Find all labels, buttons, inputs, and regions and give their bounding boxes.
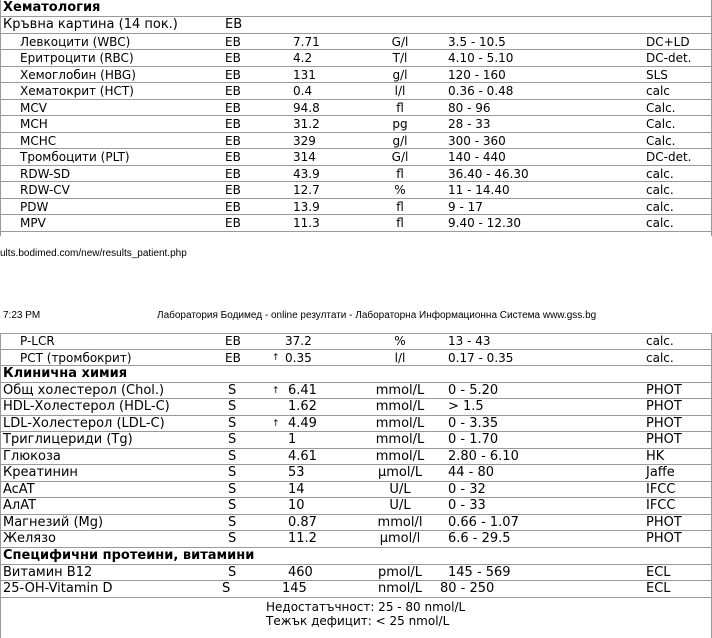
reference-range: 44 - 80 [448, 465, 495, 480]
result-value: 0.4 [293, 84, 313, 98]
result-value: 460 [288, 564, 313, 580]
flag-icon: ↑ [272, 352, 280, 363]
sample-code: S [222, 581, 231, 596]
reference-range: 0.36 - 0.48 [448, 84, 514, 98]
table-row [0, 432, 712, 449]
sample-code: ЕВ [225, 17, 243, 32]
test-name: RDW-CV [20, 183, 70, 197]
test-name: P-LCR [20, 334, 55, 348]
result-unit: pmol/L [377, 564, 423, 580]
result-value: 31.2 [293, 117, 320, 131]
test-name: Тромбоцити (PLT) [20, 150, 130, 164]
reference-range: 0.66 - 1.07 [448, 514, 519, 530]
result-value: 10 [288, 498, 305, 513]
test-name: RDW-SD [20, 166, 71, 181]
table-row [0, 350, 712, 367]
method: calc. [646, 350, 674, 365]
method: ECL [646, 581, 671, 596]
result-unit: mmol/l [377, 514, 423, 530]
result-unit: µmol/L [377, 465, 423, 480]
sample-code: S [228, 432, 237, 447]
sample-code: S [228, 514, 237, 530]
test-name: Глюкоза [3, 448, 61, 464]
section-title: Хематология [3, 0, 101, 15]
result-value: 1.62 [288, 399, 317, 414]
test-name: MCHC [20, 133, 57, 148]
test-name: 25-OH-Vitamin D [3, 581, 113, 596]
flag-icon: ↑ [272, 418, 280, 429]
sample-code: S [228, 465, 237, 480]
reference-range: 3.5 - 10.5 [448, 34, 506, 49]
sample-code: ЕВ [225, 183, 241, 197]
result-unit: g/l [392, 67, 408, 82]
sample-code: S [228, 415, 237, 431]
table-row [0, 515, 712, 532]
method: HK [646, 448, 665, 464]
section-title: Клинична химия [3, 366, 128, 381]
table-row [0, 67, 712, 84]
reference-range: 2.80 - 6.10 [448, 448, 519, 464]
table-row [0, 100, 712, 117]
reference-range: 28 - 33 [448, 117, 491, 131]
method: DC-det. [646, 51, 692, 65]
note-insufficiency: Недостатъчност: 25 - 80 nmol/L [266, 600, 466, 614]
result-value: 145 [282, 581, 307, 596]
table-left-border-2 [0, 333, 1, 638]
result-value: 4.49 [288, 415, 317, 431]
reference-range: 145 - 569 [448, 564, 511, 580]
reference-range: 80 - 96 [448, 100, 491, 115]
table-row [0, 215, 712, 232]
result-value: 314 [293, 150, 316, 164]
sample-code: ЕВ [225, 67, 241, 82]
method: calc. [646, 166, 674, 181]
table-row [0, 333, 712, 350]
section-header-hematology [0, 0, 712, 17]
table-row [0, 133, 712, 150]
result-unit: l/l [394, 84, 406, 98]
result-unit: U/L [389, 481, 411, 497]
result-unit: U/L [389, 498, 411, 513]
sample-code: S [228, 448, 237, 464]
sample-code: ЕВ [225, 34, 241, 49]
result-unit: mmol/L [375, 415, 425, 431]
table-row [0, 149, 712, 166]
result-value: 14 [288, 481, 305, 497]
result-value: 329 [293, 133, 316, 148]
test-name: Хематокрит (HCT) [20, 84, 134, 98]
result-value: 53 [288, 465, 305, 480]
test-name: Креатинин [3, 465, 78, 480]
table-row [0, 116, 712, 133]
result-value: 131 [293, 67, 316, 82]
test-name: Общ холестерол (Chol.) [3, 382, 165, 398]
sample-code: S [228, 498, 237, 513]
method: ECL [646, 564, 671, 580]
sample-code: S [228, 382, 237, 398]
test-name: MPV [20, 216, 46, 230]
reference-range: 9.40 - 12.30 [448, 216, 522, 230]
result-value: 11.2 [288, 531, 317, 546]
reference-range: 36.40 - 46.30 [448, 166, 529, 181]
reference-range: 13 - 43 [448, 334, 491, 348]
reference-range: 0 - 33 [448, 498, 486, 513]
test-name: Витамин B12 [3, 564, 93, 580]
table-row [0, 34, 712, 51]
result-value: 94.8 [293, 100, 320, 115]
table-row [0, 166, 712, 183]
method: Jaffe [646, 465, 675, 480]
method: PHOT [646, 514, 682, 530]
method: PHOT [646, 382, 682, 398]
result-unit: T/l [392, 51, 408, 65]
result-unit: mmol/L [375, 448, 425, 464]
result-value: 43.9 [293, 166, 320, 181]
test-name: Желязо [3, 531, 56, 546]
test-name: Хемоглобин (HBG) [20, 67, 136, 82]
result-unit: g/l [392, 133, 408, 148]
table-row [0, 399, 712, 416]
result-unit: fl [396, 216, 404, 230]
sample-code: ЕВ [225, 216, 241, 230]
sample-code: ЕВ [225, 166, 241, 181]
reference-range: 11 - 14.40 [448, 183, 510, 197]
test-name: Еритроцити (RBC) [20, 51, 134, 65]
method: PHOT [646, 531, 682, 546]
result-value: 0.35 [285, 350, 312, 365]
test-name: Левкоцити (WBC) [20, 34, 131, 49]
section-title: Специфични протеини, витамини [3, 548, 255, 563]
result-value: 6.41 [288, 382, 317, 398]
section-header-proteins-vitamins [0, 548, 712, 565]
sample-code: ЕВ [225, 199, 241, 214]
reference-range: 0 - 5.20 [448, 382, 499, 398]
result-unit: G/l [391, 150, 409, 164]
subsection-title: Кръвна картина (14 пок.) [3, 17, 178, 32]
sample-code: ЕВ [225, 150, 241, 164]
table-row [0, 383, 712, 400]
method: SLS [646, 67, 668, 82]
result-unit: fl [396, 100, 404, 115]
test-name: PCT (тромбокрит) [20, 350, 132, 365]
method: calc. [646, 216, 674, 230]
table-row [0, 199, 712, 216]
table-row [0, 498, 712, 515]
test-name: LDL-Холестерол (LDL-C) [3, 415, 165, 431]
sample-code: S [228, 564, 237, 580]
section-header-clinical-chemistry [0, 366, 712, 383]
reference-range: > 1.5 [448, 399, 484, 414]
sample-code: ЕВ [225, 51, 241, 65]
result-value: 1 [288, 432, 297, 447]
reference-range: 80 - 250 [440, 581, 495, 596]
reference-range: 0 - 3.35 [448, 415, 499, 431]
result-unit: pg [392, 117, 408, 131]
test-name: HDL-Холестерол (HDL-C) [3, 399, 170, 414]
reference-range: 120 - 160 [448, 67, 506, 82]
page-url: ults.bodimed.com/new/results_patient.php [0, 248, 187, 259]
sample-code: S [228, 481, 237, 497]
table-row [0, 531, 712, 548]
test-name: AcAT [3, 481, 35, 497]
table-row [0, 449, 712, 466]
result-value: 12.7 [293, 183, 320, 197]
result-unit: nmol/L [377, 581, 423, 596]
method: PHOT [646, 399, 682, 414]
reference-range: 9 - 17 [448, 199, 483, 214]
flag-icon: ↑ [272, 385, 280, 396]
result-unit: % [394, 183, 406, 197]
sample-code: ЕВ [225, 117, 241, 131]
method: Calc. [646, 117, 676, 131]
result-value: 4.2 [293, 51, 313, 65]
table-left-border [0, 0, 1, 236]
reference-range: 4.10 - 5.10 [448, 51, 514, 65]
sample-code: ЕВ [225, 84, 241, 98]
table-row [0, 416, 712, 433]
result-value: 7.71 [293, 34, 320, 49]
table-top-border-2 [0, 333, 712, 334]
sample-code: S [228, 531, 237, 546]
table-row [0, 83, 712, 100]
test-name: Триглицериди (Tg) [3, 432, 133, 447]
table-row [0, 50, 712, 67]
print-time: 7:23 PM [3, 310, 41, 321]
method: Calc. [646, 133, 676, 148]
test-name: AлAT [3, 498, 37, 513]
method: PHOT [646, 415, 682, 431]
method: Calc. [646, 100, 676, 115]
table-row [0, 581, 712, 598]
result-unit: mmol/L [375, 399, 425, 414]
subsection-header-blood-count [0, 17, 712, 34]
result-value: 4.61 [288, 448, 317, 464]
result-unit: mmol/L [375, 432, 425, 447]
result-unit: fl [396, 166, 404, 181]
result-value: 13.9 [293, 199, 320, 214]
method: PHOT [646, 432, 682, 447]
result-unit: l/l [394, 350, 406, 365]
table-row [0, 482, 712, 499]
method: IFCC [646, 498, 676, 513]
result-value: 11.3 [293, 216, 320, 230]
note-severe-deficiency: Тежък дефицит: < 25 nmol/L [266, 614, 450, 628]
method: calc. [646, 199, 674, 214]
test-name: Магнезий (Mg) [3, 514, 104, 530]
reference-range: 140 - 440 [448, 150, 506, 164]
result-unit: G/l [391, 34, 409, 49]
method: calc. [646, 183, 674, 197]
test-name: MCV [20, 100, 47, 115]
test-name: PDW [20, 199, 49, 214]
sample-code: ЕВ [225, 350, 241, 365]
table-row [0, 565, 712, 582]
sample-code: ЕВ [225, 334, 241, 348]
result-unit: fl [396, 199, 404, 214]
test-name: MCH [20, 117, 48, 131]
table-row [0, 465, 712, 482]
result-value: 0.87 [288, 514, 317, 530]
reference-range: 0 - 1.70 [448, 432, 499, 447]
method: calc [646, 84, 670, 98]
sample-code: S [228, 399, 237, 414]
method: calc. [646, 334, 674, 348]
sample-code: ЕВ [225, 133, 241, 148]
sample-code: ЕВ [225, 100, 241, 115]
reference-range: 6.6 - 29.5 [448, 531, 511, 546]
reference-range: 0.17 - 0.35 [448, 350, 514, 365]
method: DC+LD [646, 34, 690, 49]
method: DC-det. [646, 150, 692, 164]
print-header-title: Лаборатория Бодимед - online резултати - Лабораторна Информационна Система www.gss.bg [157, 310, 597, 321]
table-row [0, 182, 712, 199]
result-value: 37.2 [285, 334, 312, 348]
result-unit: µmol/l [379, 531, 421, 546]
reference-range: 300 - 360 [448, 133, 506, 148]
result-unit: mmol/L [375, 382, 425, 398]
reference-range: 0 - 32 [448, 481, 486, 497]
result-unit: % [394, 334, 406, 348]
method: IFCC [646, 481, 676, 497]
